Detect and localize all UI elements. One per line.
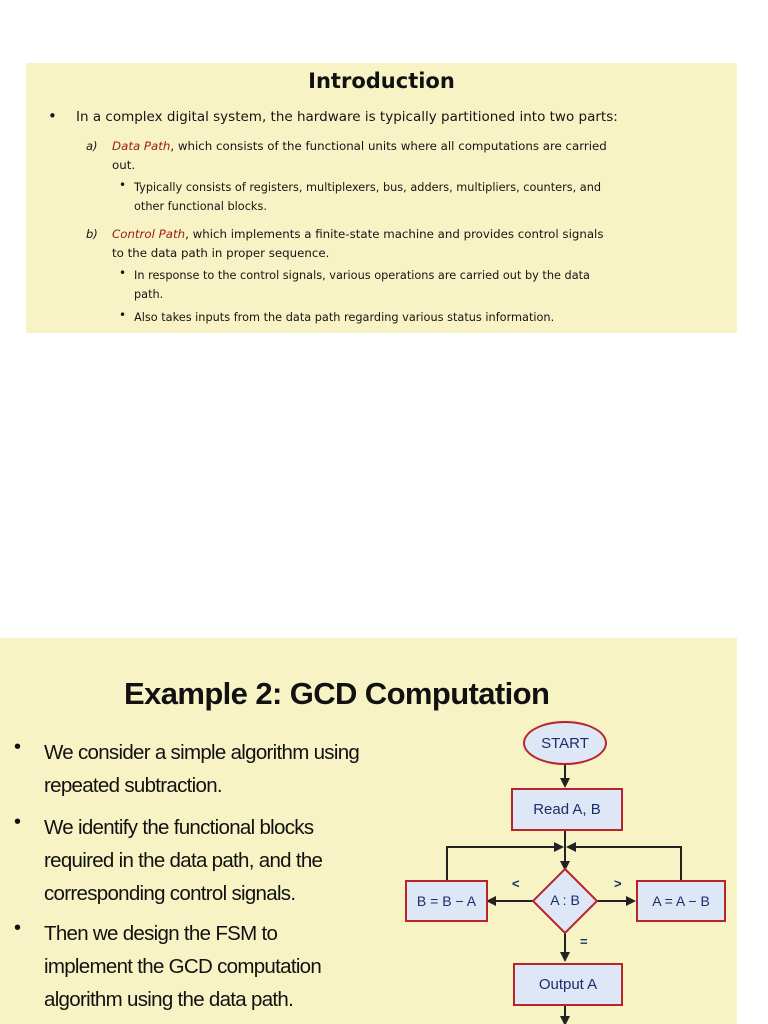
bullet-dot: •	[14, 736, 22, 758]
sub-bullet-dot: •	[119, 266, 127, 280]
bullet-2-line1: We identify the functional blocks	[44, 816, 314, 839]
item-b-sub-1-line2: path.	[134, 288, 164, 301]
flowchart-connectors	[0, 638, 737, 1024]
slide-introduction	[26, 63, 737, 333]
data-path-label: Data Path	[112, 139, 171, 153]
item-a-sub-1-line1: Typically consists of registers, multiplexers, bus, adders, multipliers, counters, and	[134, 181, 602, 194]
bullet-dot: •	[14, 917, 22, 939]
arrow-left-loop	[447, 847, 562, 880]
slide-title: Introduction	[308, 69, 455, 93]
label-greater: >	[614, 876, 622, 891]
slide-title: Example 2: GCD Computation	[124, 676, 550, 711]
output-node: Output A	[513, 963, 623, 1006]
bullet-3-line3: algorithm using the data path.	[44, 988, 294, 1011]
item-a-line1: , which consists of the functional units where all computations are carried	[170, 139, 607, 153]
item-b-sub-1-line1: In response to the control signals, various operations are carried out by the data	[134, 269, 590, 282]
bullet-1-line1: We consider a simple algorithm using	[44, 741, 360, 764]
sub-bullet-dot: •	[119, 308, 127, 322]
bullet-dot: •	[48, 107, 57, 125]
control-path-label: Control Path	[112, 227, 186, 241]
item-b-line1: , which implements a finite-state machine and provides control signals	[185, 227, 604, 241]
item-b-marker: b)	[86, 227, 98, 241]
item-a-line2: out.	[112, 158, 136, 172]
slide-gcd-example	[0, 638, 737, 1024]
item-b-line2: to the data path in proper sequence.	[112, 246, 330, 260]
item-b-sub-2-line1: Also takes inputs from the data path regarding various status information.	[134, 311, 555, 324]
decision-label: A : B	[550, 892, 580, 908]
bullet-dot: •	[14, 811, 22, 833]
item-a-text	[112, 137, 732, 175]
sub-bullet-dot: •	[119, 178, 127, 192]
label-less: <	[512, 876, 520, 891]
bullet-2-line3: corresponding control signals.	[44, 882, 296, 905]
item-b-sub-2	[134, 308, 734, 327]
read-node: Read A, B	[511, 788, 623, 831]
item-a-sub-1	[134, 178, 734, 216]
main-bullet-text: In a complex digital system, the hardware is typically partitioned into two parts:	[76, 109, 618, 125]
bullet-1-line2: repeated subtraction.	[44, 774, 222, 797]
bullet-2-line2: required in the data path, and the	[44, 849, 323, 872]
start-node: START	[523, 721, 607, 765]
left-op-node: B = B − A	[405, 880, 488, 922]
item-b-text	[112, 225, 732, 263]
bullet-3-line2: implement the GCD computation	[44, 955, 322, 978]
item-a-marker: a)	[86, 139, 98, 153]
arrow-right-loop	[568, 847, 681, 880]
item-b-sub-1	[134, 266, 734, 304]
right-op-node: A = A − B	[636, 880, 726, 922]
label-equal: =	[580, 934, 588, 949]
bullet-3-line1: Then we design the FSM to	[44, 922, 278, 945]
item-a-sub-1-line2: other functional blocks.	[134, 200, 267, 213]
